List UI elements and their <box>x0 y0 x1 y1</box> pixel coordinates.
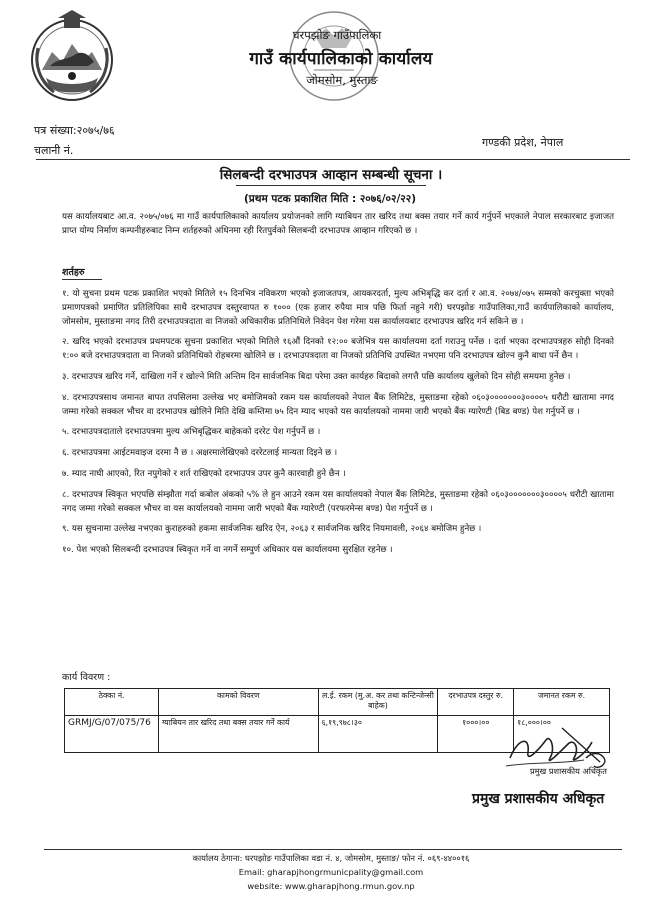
column-header: कामको विवरण <box>158 689 318 716</box>
column-header: जमानत रकम रु. <box>514 689 610 716</box>
terms-heading-underline <box>62 279 102 280</box>
term-item: ८. दरभाउपत्र स्विकृत भएपछि संम्झौता गर्दा कबोल अंकको ५% ले हुन आउने रकम यस कार्यालयको नेपाल बैंक लिमिटेड, मुस्ताङमा रहेको ०६०३०००००००३००००५ धरौटी खातामा नगद जम्मा गरेको सक्कल भौचर वा यस कार्यालयको नाममा जारी भएको बैंक ग्यारेण्टी (परफरमेन्स बण्ड) पेश गर्नुपर्ने छ । <box>62 489 614 514</box>
term-item: ५. दरभाउपत्रदाताले दरभाउपत्रमा मुल्य अभिबृद्धिकर बाहेकको दररेट पेश गर्नुपर्ने छ । <box>62 427 321 438</box>
column-header: ठेक्का नं. <box>65 689 159 716</box>
province-name: गण्डकी प्रदेश, नेपाल <box>482 136 564 149</box>
notice-intro: यस कार्यालयबाट आ.व. २०७५/०७६ मा गाउँ कार्यपालिकाको कार्यालय प्रयोजनको लागि ग्याबियन तार खरिद तथा बक्स तयार गर्ने कार्य गर्नुपर्ने भएकाले नेपाल सरकारबाट इजाजत प्राप्त योग्य निर्माण कम्पनीहरुबाट निम्न शर्तहरुको अधिनमा रही रितपुर्वको सिलबन्दी दरभाउपत्र आव्हान गरिएको छ । <box>62 212 614 236</box>
office-title: गाउँ कार्यपालिकाको कार्यालय <box>249 49 433 69</box>
signatory-title-small: प्रमुख प्रशासकीय अधिकृत <box>530 766 607 776</box>
term-item: ६. दरभाउपत्रमा आईटमवाइज दरमा नै छ । अक्षरमालेखिएको दररेटलाई मान्यता दिइने छ । <box>62 448 338 459</box>
description-cell: ग्याबियन तार खरिद तथा बक्स तयार गर्ने कार्य <box>158 716 318 753</box>
term-item: ९. यस सुचनामा उल्लेख नभएका कुराहरुको हकमा सार्वजनिक खरिद ऐन, २०६३ र सार्वजनिक खरिद नियमावली, २०६४ बमोजिम हुनेछ । <box>62 524 482 535</box>
security-amount-cell: १८,०००।०० <box>514 716 610 753</box>
term-item: ४. दरभाउपत्रसाथ जमानत बापत तपसिलमा उल्लेख भए बमोजिमको रकम यस कार्यालयको नेपाल बैंक लिमिटेड, मुस्ताङमा रहेको ०६०३०००००००३००००५ धरौटी खातामा नगद जम्मा गरेको सक्कल भौचर वा दरभाउपत्र खोलिने मिति देखि कम्तिमा ७५ दिन म्याद भएको यस कार्यालयको नाममा जारी भएको बैंक ग्यारेण्टी (बिड बण्ड) पेश गर्नुपर्ने छ । <box>62 392 614 417</box>
nepal-emblem-logo <box>28 8 116 104</box>
office-address: जोमसोम, मुस्ताङ <box>306 73 378 87</box>
notice-title: सिलबन्दी दरभाउपत्र आव्हान सम्बन्धी सूचना । <box>219 167 443 183</box>
term-item: ७. म्याद नाघी आएको, रित नपुगेको र शर्त राखिएको दरभाउपत्र उपर कुनै कारवाही हुने छैन । <box>62 468 346 479</box>
reference-number: पत्र संख्या:२०७५/७६ <box>34 124 115 137</box>
term-item: २. खरिद भएको दरभाउपत्र प्रथमपटक सुचना प्रकाशित भएको मितिले १६औं दिनको १२:०० बजेभित्र यस कार्यालयमा दर्ता गराउनु पर्नेछ । दर्ता भएका दरभाउपत्रहरु सोही दिनको १:०० बजे दरभाउपत्रदाता वा निजको प्रतिनिधिको रोहबरमा खोलिने छ । दरभाउपत्रदाता वा निजको प्रतिनिधि उपस्थित नभएमा पनि दरभाउपत्र खोल्न कुनै बाधा पर्ने छैन । <box>62 337 614 362</box>
table-header-row <box>65 689 610 716</box>
terms-list <box>62 288 614 565</box>
terms-heading: शर्तहरु <box>62 267 85 278</box>
header-divider <box>36 159 630 160</box>
contract-number-cell: GRMJ/G/07/075/76 <box>65 716 159 753</box>
footer-divider <box>44 849 622 850</box>
estimate-cell: ६,१९,९७८।३० <box>318 716 438 753</box>
municipality-name: घरपझोङ गाउँपालिका <box>292 28 382 42</box>
dispatch-number: चलानी नं. <box>34 144 74 157</box>
column-header: दरभाउपत्र दस्तुर रु. <box>438 689 514 716</box>
published-date: (प्रथम पटक प्रकाशित मिति : २०७६/०२/२२) <box>243 193 416 205</box>
footer-website: website: www.gharapjhong.rmun.gov.np <box>247 881 415 891</box>
term-item: १०. पेश भएको सिलबन्दी दरभाउपत्र स्विकृत गर्ने वा नगर्ने सम्पुर्ण अधिकार यस कार्यालयमा सुरक्षित रहनेछ । <box>62 545 393 556</box>
term-item: १. यो सुचना प्रथम पटक प्रकाशित भएको मितिले १५ दिनभित्र नविकरण भएको इजाजतपत्र, आयकरदर्ता, मुल्य अभिबृद्धि कर दर्ता र आ.व. २०७४/०७५ सम्मको करचुक्ता भएको प्रमाणपत्रको प्रमाणित प्रतिलिपिका साथै दरभाउपत्र दस्तुरवापत रु १००० (एक हजार रुपैया मात्र पछि फिर्ता नहुने गरी) घरपझोङ गाउँपालिका,गाउँ कार्यपालिकाको कार्यालय, जोमसोम, मुस्ताङमा नगद तिरी दरभाउपत्रदाता वा निजको अधिकारीक प्रतिनिधिले निवेदन पेश गरेमा यस कार्यालयबाट दरभाउपत्र खरिद गर्न सकिने छ । <box>62 289 614 327</box>
signatory-title: प्रमुख प्रशासकीय अधिकृत <box>472 791 605 807</box>
fee-cell: १०००।०० <box>438 716 514 753</box>
footer-address: कार्यालय ठेगाना: घरपझोङ गाउँपालिका वडा नं. ४, जोमसोम, मुस्ताङ/ फोन नं. ०६९-४४००१६ <box>192 853 470 863</box>
column-header: ल.ई. रकम (मु.अ. कर तथा कन्टिन्जेन्सी बाहेक) <box>318 689 438 716</box>
work-details-heading: कार्य विवरण : <box>62 672 111 683</box>
notice-title-underline <box>236 185 426 186</box>
term-item: ३. दरभाउपत्र खरिद गर्ने, दाखिला गर्ने र खोल्ने मिति अन्तिम दिन सार्वजनिक बिदा परेमा उक्त कार्यहरु बिदाको लगत्तै पछि कार्यालय खुलेको दिन सोही समयमा हुनेछ । <box>62 371 571 382</box>
footer-email: Email: gharapjhongrmunicpality@gmail.com <box>238 867 424 877</box>
